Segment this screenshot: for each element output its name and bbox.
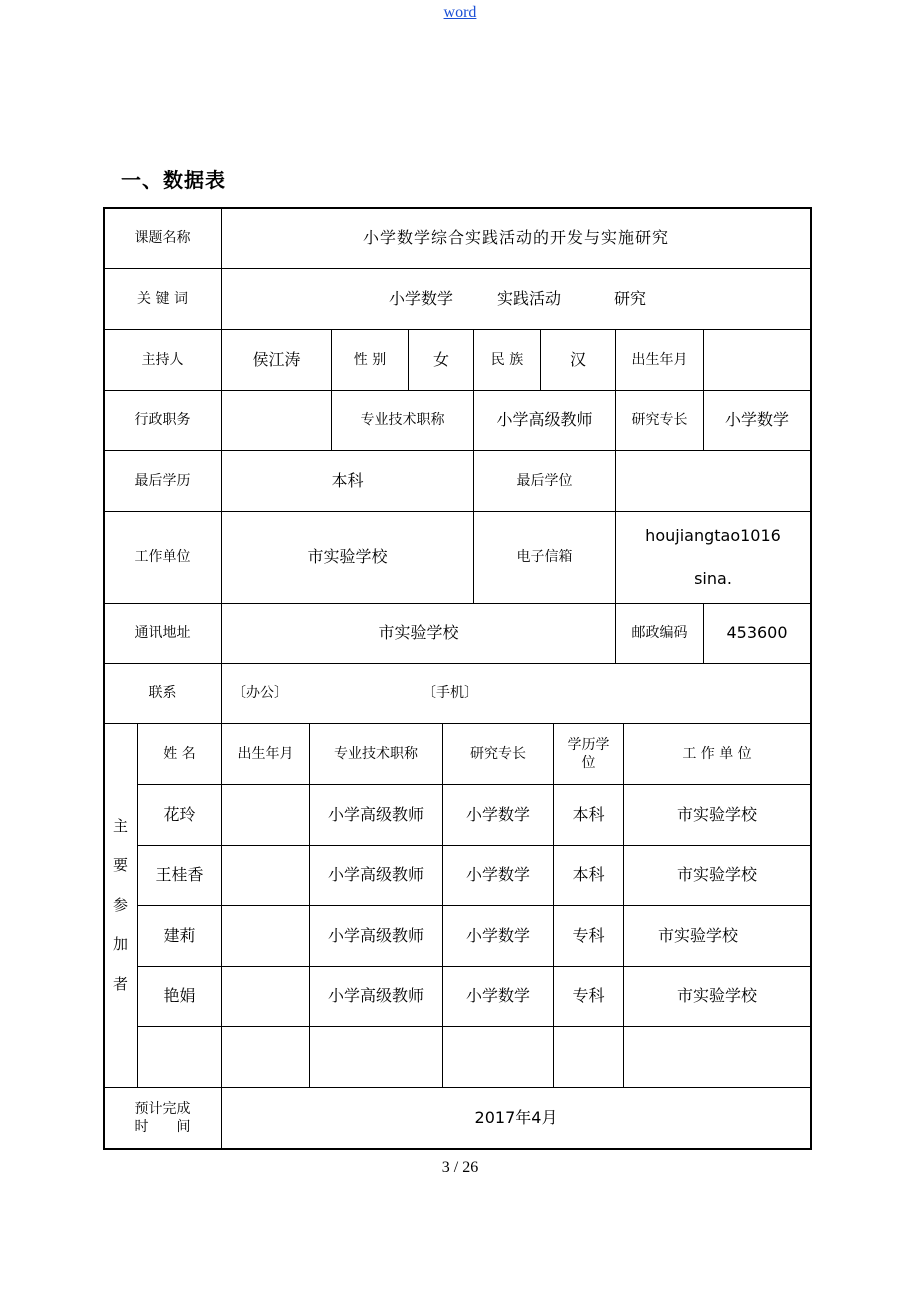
work-label: 工作单位	[104, 512, 222, 604]
work-value: 市实验学校	[222, 512, 474, 604]
header-word-link[interactable]: word	[443, 4, 477, 21]
section-title: 一、数据表	[121, 168, 226, 192]
email-label: 电子信箱	[474, 512, 616, 604]
keyword-2: 实践活动	[497, 288, 562, 308]
participant-title: 小学高级教师	[310, 846, 443, 906]
participants-label-char: 主	[112, 816, 128, 835]
participant-unit: 市实验学校	[624, 785, 811, 846]
specialty-label: 研究专长	[616, 391, 704, 451]
participant-birth	[222, 785, 310, 846]
participant-unit	[624, 1027, 811, 1088]
participant-name: 花玲	[138, 785, 222, 846]
participant-specialty: 小学数学	[443, 846, 554, 906]
keyword-1: 小学数学	[389, 288, 454, 308]
admin-label: 行政职务	[104, 391, 222, 451]
participant-title: 小学高级教师	[310, 785, 443, 846]
col-header-unit: 工 作 单 位	[624, 724, 811, 785]
birth-label: 出生年月	[616, 330, 704, 391]
participant-degree	[554, 1027, 624, 1088]
participant-specialty	[443, 1027, 554, 1088]
completion-label	[104, 1088, 222, 1149]
specialty-value: 小学数学	[704, 391, 811, 451]
gender-label: 性 别	[332, 330, 409, 391]
keyword-3: 研究	[614, 288, 647, 308]
participant-birth	[222, 846, 310, 906]
participants-label-char: 者	[112, 974, 128, 993]
ethnicity-label: 民 族	[474, 330, 541, 391]
host-value: 侯江涛	[222, 330, 332, 391]
participant-unit: 市实验学校	[624, 846, 811, 906]
participant-title: 小学高级教师	[310, 906, 443, 967]
completion-label-line-2: 时 间	[134, 1119, 191, 1135]
col-header-title: 专业技术职称	[310, 724, 443, 785]
participant-degree: 本科	[554, 846, 624, 906]
col-header-birth: 出生年月	[222, 724, 310, 785]
email-value	[616, 512, 811, 604]
postcode-label: 邮政编码	[616, 604, 704, 664]
contact-label: 联系	[104, 664, 222, 724]
participant-title: 小学高级教师	[310, 967, 443, 1027]
address-label: 通讯地址	[104, 604, 222, 664]
birth-value	[704, 330, 811, 391]
col-header-degree	[554, 724, 624, 785]
host-label: 主持人	[104, 330, 222, 391]
col-header-name: 姓 名	[138, 724, 222, 785]
ethnicity-value: 汉	[541, 330, 616, 391]
participant-name	[138, 1027, 222, 1088]
contact-office: 〔办公〕	[232, 685, 288, 702]
participants-label-char: 参	[112, 895, 128, 914]
participant-birth	[222, 967, 310, 1027]
participant-specialty: 小学数学	[443, 906, 554, 967]
keywords-label: 关 键 词	[104, 269, 222, 330]
participant-name: 王桂香	[138, 846, 222, 906]
completion-label-line-1: 预计完成	[134, 1100, 191, 1117]
participant-name: 艳娟	[138, 967, 222, 1027]
admin-value	[222, 391, 332, 451]
participant-name: 建莉	[138, 906, 222, 967]
completion-value: 2017年4月	[222, 1088, 811, 1149]
col-header-specialty: 研究专长	[443, 724, 554, 785]
participant-birth	[222, 906, 310, 967]
participants-label-char: 加	[112, 935, 128, 954]
postcode-value: 453600	[704, 604, 811, 664]
gender-value: 女	[409, 330, 474, 391]
participant-specialty: 小学数学	[443, 967, 554, 1027]
email-line-1: houjiangtao1016	[645, 525, 781, 545]
participant-degree: 专科	[554, 967, 624, 1027]
participant-specialty: 小学数学	[443, 785, 554, 846]
title-value: 小学高级教师	[474, 391, 616, 451]
education-value: 本科	[222, 451, 474, 512]
col-header-degree-line-1: 学历学	[567, 736, 610, 753]
email-line-2: sina.	[694, 568, 732, 588]
title-label: 专业技术职称	[332, 391, 474, 451]
contact-mobile: 〔手机〕	[422, 685, 478, 702]
topic-label: 课题名称	[104, 208, 222, 269]
contact-cell	[222, 664, 811, 724]
participants-label-char: 要	[112, 856, 128, 875]
participant-degree: 专科	[554, 906, 624, 967]
page-number: 3 / 26	[441, 1159, 479, 1176]
keywords-cell	[222, 269, 811, 330]
degree-label: 最后学位	[474, 451, 616, 512]
col-header-degree-line-2: 位	[581, 755, 596, 771]
participant-unit: 市实验学校	[624, 967, 811, 1027]
address-value: 市实验学校	[222, 604, 616, 664]
topic-value: 小学数学综合实践活动的开发与实施研究	[222, 208, 811, 269]
participants-label	[104, 724, 138, 1088]
participant-birth	[222, 1027, 310, 1088]
education-label: 最后学历	[104, 451, 222, 512]
participant-degree: 本科	[554, 785, 624, 846]
degree-value	[616, 451, 811, 512]
participant-title	[310, 1027, 443, 1088]
participant-unit: 市实验学校	[624, 906, 811, 967]
